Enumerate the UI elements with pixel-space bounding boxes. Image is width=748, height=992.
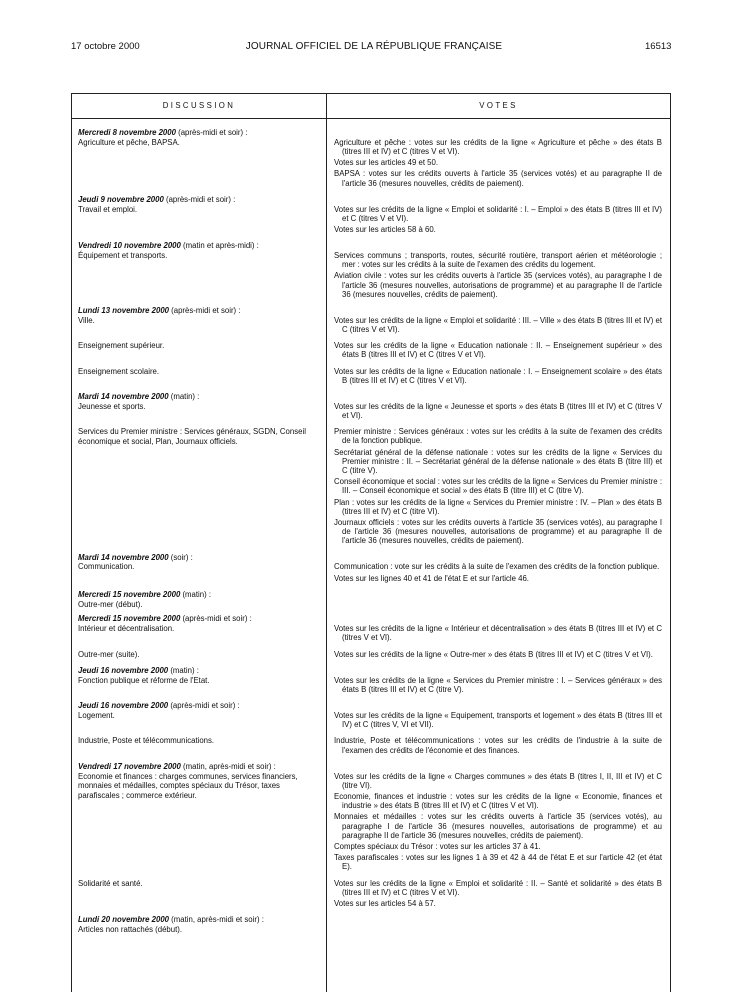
vote-paragraph: Plan : votes sur les crédits de la ligne « Services du Premier ministre : IV. – Plan » des états B (titres III et IV) et C (titre VI). bbox=[334, 497, 662, 516]
day-session: (matin) : bbox=[168, 665, 199, 675]
vote-paragraph: Votes sur les articles 49 et 50. bbox=[334, 158, 439, 168]
discussion-item: Solidarité et santé. bbox=[78, 878, 143, 888]
table-body bbox=[72, 128, 670, 940]
day-date: Lundi 13 novembre 2000 bbox=[78, 306, 169, 316]
vote-paragraph: Votes sur les lignes 40 et 41 de l'état E et sur l'article 46. bbox=[334, 573, 529, 583]
day-section bbox=[72, 614, 670, 660]
day-heading bbox=[72, 590, 322, 600]
day-date: Vendredi 17 novembre 2000 bbox=[78, 761, 181, 771]
votes-cell bbox=[326, 711, 670, 731]
votes-cell bbox=[326, 925, 670, 935]
day-session: (après-midi et soir) : bbox=[168, 701, 240, 711]
header-date: 17 octobre 2000 bbox=[71, 41, 140, 52]
day-heading bbox=[72, 195, 322, 205]
day-date: Mercredi 8 novembre 2000 bbox=[78, 128, 176, 137]
day-date: Lundi 20 novembre 2000 bbox=[78, 915, 169, 925]
discussion-item: Outre-mer (début). bbox=[78, 599, 143, 609]
day-session: (après-midi et soir) : bbox=[180, 614, 252, 624]
votes-cell bbox=[326, 427, 670, 547]
vote-paragraph: Industrie, Poste et télécommunications : votes sur les crédits de l'industrie à la suite de l'examen des crédits de l'économie et des finances. bbox=[334, 736, 662, 755]
vote-paragraph: Votes sur les crédits de la ligne « Jeunesse et sports » des états B (titres III et IV) et C (titres V et VI). bbox=[334, 401, 662, 421]
votes-cell bbox=[326, 650, 670, 661]
votes-cell bbox=[326, 367, 670, 387]
day-session: (soir) : bbox=[168, 552, 193, 562]
table-row bbox=[72, 676, 670, 696]
votes-cell bbox=[326, 138, 670, 190]
column-header-discussion: DISCUSSION bbox=[162, 101, 236, 110]
day-session: (matin) : bbox=[180, 589, 212, 599]
vote-paragraph: Votes sur les crédits de la ligne « Education nationale : I. – Enseignement scolaire » des états B (titres III et IV) et C (titres V et VI). bbox=[334, 366, 662, 385]
day-date: Mardi 14 novembre 2000 bbox=[78, 392, 169, 402]
vote-paragraph: Communication : vote sur les crédits à la suite de l'examen des crédits de la fonction publique. bbox=[334, 562, 660, 572]
vote-paragraph: Votes sur les crédits de la ligne « Emploi et solidarité : III. – Ville » des états B (titres III et IV) et C (titres V et VI). bbox=[334, 315, 662, 335]
vote-paragraph: Votes sur les articles 54 à 57. bbox=[334, 898, 436, 908]
discussion-item: Economie et finances : charges communes, services financiers, monnaies et médailles, comptes spéciaux du Trésor, taxes parafiscales ; commerce extérieur. bbox=[78, 771, 298, 801]
votes-cell bbox=[326, 402, 670, 422]
day-session: (matin, après-midi et soir) : bbox=[169, 915, 264, 925]
day-section bbox=[72, 392, 670, 548]
votes-cell bbox=[326, 341, 670, 361]
schedule-table bbox=[71, 93, 671, 992]
day-section bbox=[72, 553, 670, 585]
votes-cell bbox=[326, 879, 670, 911]
vote-paragraph: Comptes spéciaux du Trésor : votes sur les articles 37 à 41. bbox=[334, 841, 541, 851]
table-row bbox=[72, 879, 670, 911]
discussion-item: Équipement et transports. bbox=[78, 251, 168, 261]
vote-paragraph: Votes sur les crédits de la ligne « Intérieur et décentralisation » des états B (titres III et IV) et C (titres V et VI). bbox=[334, 624, 662, 643]
discussion-item: Outre-mer (suite). bbox=[78, 649, 140, 659]
discussion-item: Enseignement scolaire. bbox=[78, 366, 160, 376]
vote-paragraph: Secrétariat général de la défense nationale : votes sur les crédits de la ligne « Services du Premier ministre : II. – Secrétariat général de la défense nationale » des états B (titre III) et C (titre V). bbox=[334, 447, 662, 476]
votes-cell bbox=[326, 316, 670, 336]
table-row bbox=[72, 316, 670, 336]
vote-paragraph: BAPSA : votes sur les crédits ouverts à l'article 35 (services votés) et au paragraphe II de l'article 36 (mesures nouvelles, crédits de paiement). bbox=[334, 169, 662, 188]
discussion-item: Logement. bbox=[78, 710, 115, 720]
day-section bbox=[72, 241, 670, 301]
vote-paragraph: Premier ministre : Services généraux : votes sur les crédits à la suite de l'examen des crédits de la fonction publique. bbox=[334, 427, 662, 446]
header-title: JOURNAL OFFICIEL DE LA RÉPUBLIQUE FRANÇAISE bbox=[245, 41, 503, 52]
discussion-item: Industrie, Poste et télécommunications. bbox=[78, 736, 215, 746]
day-date: Mardi 14 novembre 2000 bbox=[78, 552, 169, 562]
header-page-number: 16513 bbox=[645, 41, 672, 52]
table-row bbox=[72, 402, 670, 422]
table-row bbox=[72, 650, 670, 661]
day-date: Jeudi 16 novembre 2000 bbox=[78, 701, 169, 711]
day-section bbox=[72, 666, 670, 696]
vote-paragraph: Conseil économique et social : votes sur les crédits de la ligne « Services du Premier ministre : III. – Conseil économique et social » des états B (titre III) et C (titre V). bbox=[334, 477, 662, 496]
vote-paragraph: Votes sur les crédits de la ligne « Emploi et solidarité : I. – Emploi » des états B (titres III et IV) et C (titres V et VI). bbox=[334, 204, 662, 223]
table-header bbox=[72, 94, 670, 119]
day-section bbox=[72, 762, 670, 910]
vote-paragraph: Monnaies et médailles : votes sur les crédits ouverts à l'article 35 (services votés), au paragraphe I de l'article 36 (mesures nouvelles, autorisations de programme) et au paragraphe II de l'article 36 (mesures nouvelles, crédits de paiement). bbox=[334, 812, 662, 840]
votes-cell bbox=[326, 600, 670, 610]
discussion-item: Fonction publique et réforme de l'Etat. bbox=[78, 675, 210, 685]
day-heading bbox=[72, 762, 322, 772]
vote-paragraph: Votes sur les crédits de la ligne « Charges communes » des états B (titres I, II, III et IV) et C (titre VI). bbox=[334, 771, 662, 790]
table-row bbox=[72, 562, 670, 584]
discussion-item: Agriculture et pêche, BAPSA. bbox=[78, 137, 180, 147]
discussion-item: Articles non rattachés (début). bbox=[78, 924, 183, 934]
vote-paragraph: Votes sur les crédits de la ligne « Outre-mer » des états B (titres III et IV) et C (titres V et VI). bbox=[334, 649, 653, 659]
vote-paragraph: Journaux officiels : votes sur les crédits ouverts à l'article 35 (services votés), au paragraphe I de l'article 36 (mesures nouvelles, autorisations de programme) et au paragraphe II de l'article 36 (mesures nouvelles, crédits de paiement). bbox=[334, 518, 662, 546]
vote-paragraph: Agriculture et pêche : votes sur les crédits de la ligne « Agriculture et pêche » des états B (titres III et IV) et C (titres V et VI). bbox=[334, 137, 662, 156]
day-heading bbox=[72, 553, 322, 563]
column-header-votes: VOTES bbox=[479, 101, 518, 110]
discussion-item: Ville. bbox=[78, 315, 95, 325]
day-heading bbox=[72, 701, 322, 711]
day-session: (matin) : bbox=[168, 392, 200, 402]
day-section bbox=[72, 701, 670, 757]
day-date: Mercredi 15 novembre 2000 bbox=[78, 589, 181, 599]
votes-cell bbox=[326, 205, 670, 237]
table-row bbox=[72, 600, 670, 610]
discussion-item: Intérieur et décentralisation. bbox=[78, 624, 175, 634]
votes-cell bbox=[326, 772, 670, 874]
vote-paragraph: Votes sur les crédits de la ligne « Education nationale : II. – Enseignement supérieur » des états B (titres III et IV) et C (titres V et VI). bbox=[334, 341, 662, 360]
vote-paragraph: Aviation civile : votes sur les crédits ouverts à l'article 35 (services votés), au paragraphe I de l'article 36 (mesures nouvelles, autorisations de programme) et au paragraphe II de l'article 36 (mesures nouvelles, crédits de paiement). bbox=[334, 271, 662, 299]
day-date: Jeudi 9 novembre 2000 bbox=[78, 194, 164, 204]
day-session: (matin et après-midi) : bbox=[180, 241, 259, 251]
votes-cell bbox=[326, 251, 670, 301]
table-row bbox=[72, 925, 670, 935]
day-session: (après-midi et soir) : bbox=[169, 306, 241, 316]
table-row bbox=[72, 341, 670, 361]
discussion-item: Jeunesse et sports. bbox=[78, 401, 146, 411]
day-heading bbox=[72, 241, 322, 251]
day-date: Vendredi 10 novembre 2000 bbox=[78, 241, 181, 251]
vote-paragraph: Votes sur les crédits de la ligne « Emploi et solidarité : II. – Santé et solidarité » des états B (titres III et IV) et C (titres V et VI). bbox=[334, 878, 662, 897]
table-row bbox=[72, 367, 670, 387]
day-heading bbox=[72, 915, 322, 925]
day-heading bbox=[72, 666, 322, 676]
day-session: (après-midi et soir) : bbox=[163, 194, 236, 204]
vote-paragraph: Taxes parafiscales : votes sur les lignes 1 à 39 et 42 à 44 de l'état E et sur l'article 42 (et état E). bbox=[334, 853, 662, 872]
vote-paragraph: Votes sur les articles 58 à 60. bbox=[334, 225, 436, 235]
vote-paragraph: Votes sur les crédits de la ligne « Services du Premier ministre : I. – Services généraux » des états B (titres III et IV) et C (titre V). bbox=[334, 675, 662, 694]
day-section bbox=[72, 590, 670, 610]
discussion-item: Communication. bbox=[78, 562, 135, 572]
day-heading bbox=[72, 306, 322, 316]
vote-paragraph: Economie, finances et industrie : votes sur les crédits de la ligne « Economie, finances et industrie » des états B (titres III et IV) et C (titres V et VI). bbox=[334, 791, 662, 811]
discussion-item: Travail et emploi. bbox=[78, 204, 138, 214]
table-row bbox=[72, 736, 670, 756]
day-heading bbox=[72, 614, 322, 624]
day-date: Mercredi 15 novembre 2000 bbox=[78, 614, 181, 624]
discussion-item: Services du Premier ministre : Services généraux, SGDN, Conseil économique et social, Plan, Journaux officiels. bbox=[78, 427, 306, 447]
votes-cell bbox=[326, 736, 670, 756]
table-row bbox=[72, 772, 670, 874]
vote-paragraph: Services communs ; transports, routes, sécurité routière, transport aérien et météorologie ; mer : votes sur les crédits à la suite de l'examen des crédits du logement. bbox=[334, 251, 662, 270]
day-section bbox=[72, 195, 670, 236]
votes-cell bbox=[326, 562, 670, 584]
votes-cell bbox=[326, 624, 670, 644]
discussion-item: Enseignement supérieur. bbox=[78, 341, 165, 351]
day-section bbox=[72, 306, 670, 387]
day-session: (matin, après-midi et soir) : bbox=[180, 761, 276, 771]
table-row bbox=[72, 427, 670, 547]
table-row bbox=[72, 138, 670, 190]
day-section bbox=[72, 915, 670, 935]
day-session: (après-midi et soir) : bbox=[175, 128, 248, 137]
vote-paragraph: Votes sur les crédits de la ligne « Equipement, transports et logement » des états B (titres III et IV) et C (titres V, VI et VII). bbox=[334, 710, 662, 730]
table-row bbox=[72, 205, 670, 237]
table-row bbox=[72, 624, 670, 644]
votes-cell bbox=[326, 676, 670, 696]
day-heading bbox=[72, 128, 322, 138]
day-date: Jeudi 16 novembre 2000 bbox=[78, 665, 169, 675]
day-section bbox=[72, 128, 670, 190]
table-row bbox=[72, 251, 670, 301]
day-heading bbox=[72, 392, 322, 402]
table-row bbox=[72, 711, 670, 731]
